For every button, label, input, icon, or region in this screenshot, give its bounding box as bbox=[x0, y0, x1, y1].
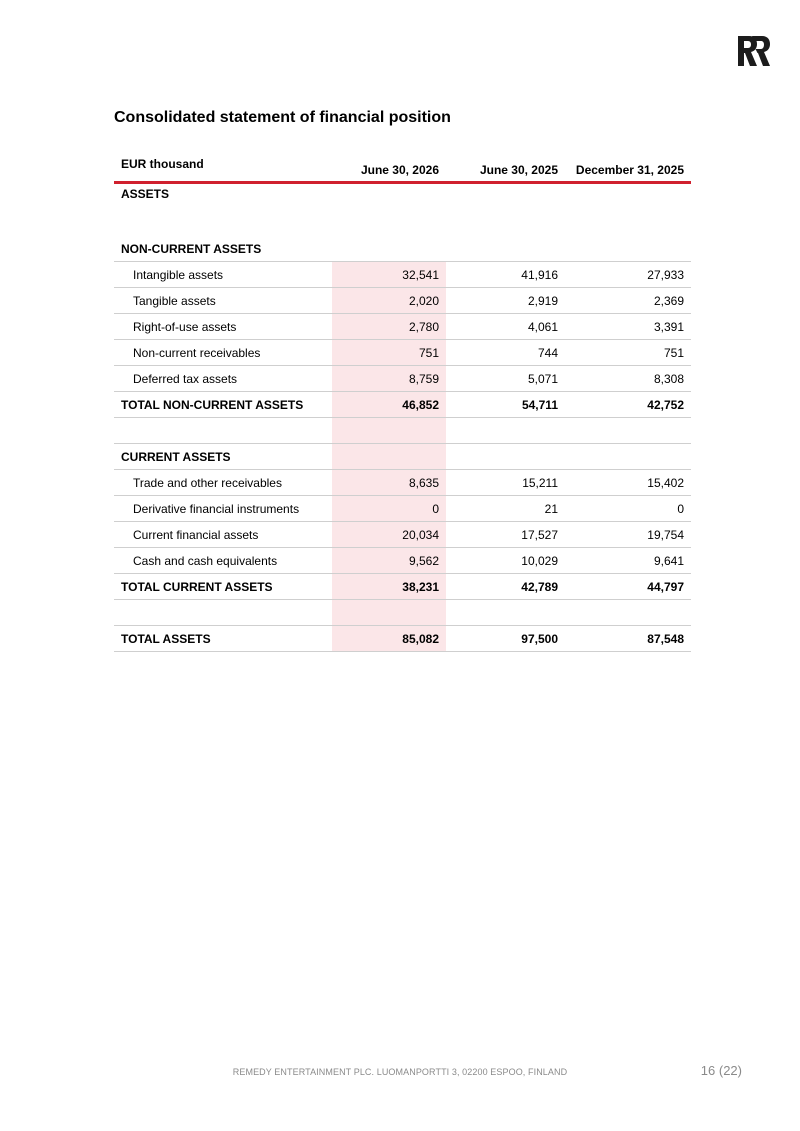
cell-value: 8,635 bbox=[332, 470, 446, 496]
row-label: Intangible assets bbox=[114, 262, 332, 288]
cell-value: 17,527 bbox=[446, 522, 565, 548]
cell-value: 32,541 bbox=[332, 262, 446, 288]
cell-value: 0 bbox=[332, 496, 446, 522]
cell-value: 751 bbox=[565, 340, 691, 366]
table-row bbox=[114, 366, 691, 392]
cell-value: 15,211 bbox=[446, 470, 565, 496]
cell-value: 15,402 bbox=[565, 470, 691, 496]
page-footer: REMEDY ENTERTAINMENT PLC. LUOMANPORTTI 3, 02200 ESPOO, FINLAND bbox=[232, 1067, 568, 1077]
row-label: Tangible assets bbox=[114, 288, 332, 314]
table-row bbox=[114, 548, 691, 574]
row-label: Cash and cash equivalents bbox=[114, 548, 332, 574]
table-row bbox=[114, 236, 691, 262]
row-label: Deferred tax assets bbox=[114, 366, 332, 392]
table-header-row bbox=[114, 152, 691, 183]
row-label: Non-current receivables bbox=[114, 340, 332, 366]
table-row bbox=[114, 314, 691, 340]
section-label-assets: ASSETS bbox=[121, 187, 170, 201]
cell-value: 8,759 bbox=[332, 366, 446, 392]
table-row-total bbox=[114, 392, 691, 418]
table-row bbox=[114, 496, 691, 522]
column-header-december-2025: December 31, 2025 bbox=[565, 152, 691, 183]
table-row bbox=[114, 183, 691, 212]
cell-value: 9,641 bbox=[565, 548, 691, 574]
total-value: 38,231 bbox=[332, 574, 446, 600]
column-header-june-2026: June 30, 2026 bbox=[332, 152, 446, 183]
page-number: 16 (22) bbox=[700, 1063, 742, 1078]
row-label: Current financial assets bbox=[114, 522, 332, 548]
cell-value: 2,780 bbox=[332, 314, 446, 340]
table-row bbox=[114, 211, 691, 236]
financial-position-table bbox=[114, 152, 691, 652]
row-label: Trade and other receivables bbox=[114, 470, 332, 496]
cell-value: 3,391 bbox=[565, 314, 691, 340]
cell-value: 0 bbox=[565, 496, 691, 522]
table-row bbox=[114, 444, 691, 470]
cell-value: 20,034 bbox=[332, 522, 446, 548]
cell-value: 4,061 bbox=[446, 314, 565, 340]
total-label: TOTAL CURRENT ASSETS bbox=[114, 574, 332, 600]
grand-total-value: 87,548 bbox=[565, 626, 691, 652]
cell-value: 41,916 bbox=[446, 262, 565, 288]
section-heading-non-current: NON-CURRENT ASSETS bbox=[114, 236, 332, 262]
table-row-spacer bbox=[114, 600, 691, 626]
total-value: 46,852 bbox=[332, 392, 446, 418]
total-value: 54,711 bbox=[446, 392, 565, 418]
grand-total-value: 97,500 bbox=[446, 626, 565, 652]
column-header-june-2025: June 30, 2025 bbox=[446, 152, 565, 183]
cell-value: 9,562 bbox=[332, 548, 446, 574]
row-label: Derivative financial instruments bbox=[114, 496, 332, 522]
cell-value: 744 bbox=[446, 340, 565, 366]
column-header-unit: EUR thousand bbox=[114, 152, 332, 183]
cell-value: 21 bbox=[446, 496, 565, 522]
table-row bbox=[114, 470, 691, 496]
grand-total-label: TOTAL ASSETS bbox=[114, 626, 332, 652]
table-row-spacer bbox=[114, 418, 691, 444]
cell-value: 27,933 bbox=[565, 262, 691, 288]
cell-value: 2,369 bbox=[565, 288, 691, 314]
table-row bbox=[114, 522, 691, 548]
remedy-logo-icon bbox=[738, 36, 770, 66]
section-heading-current: CURRENT ASSETS bbox=[114, 444, 332, 470]
table-row bbox=[114, 340, 691, 366]
cell-value: 8,308 bbox=[565, 366, 691, 392]
cell-value: 2,919 bbox=[446, 288, 565, 314]
total-label: TOTAL NON-CURRENT ASSETS bbox=[114, 392, 332, 418]
total-value: 44,797 bbox=[565, 574, 691, 600]
table-row-grand-total bbox=[114, 626, 691, 652]
total-value: 42,789 bbox=[446, 574, 565, 600]
cell-value: 5,071 bbox=[446, 366, 565, 392]
cell-value: 19,754 bbox=[565, 522, 691, 548]
row-label: Right-of-use assets bbox=[114, 314, 332, 340]
table-row bbox=[114, 262, 691, 288]
cell-value: 2,020 bbox=[332, 288, 446, 314]
table-row-total bbox=[114, 574, 691, 600]
page-title: Consolidated statement of financial position bbox=[114, 109, 451, 126]
total-value: 42,752 bbox=[565, 392, 691, 418]
table-row bbox=[114, 288, 691, 314]
cell-value: 751 bbox=[332, 340, 446, 366]
grand-total-value: 85,082 bbox=[332, 626, 446, 652]
cell-value: 10,029 bbox=[446, 548, 565, 574]
